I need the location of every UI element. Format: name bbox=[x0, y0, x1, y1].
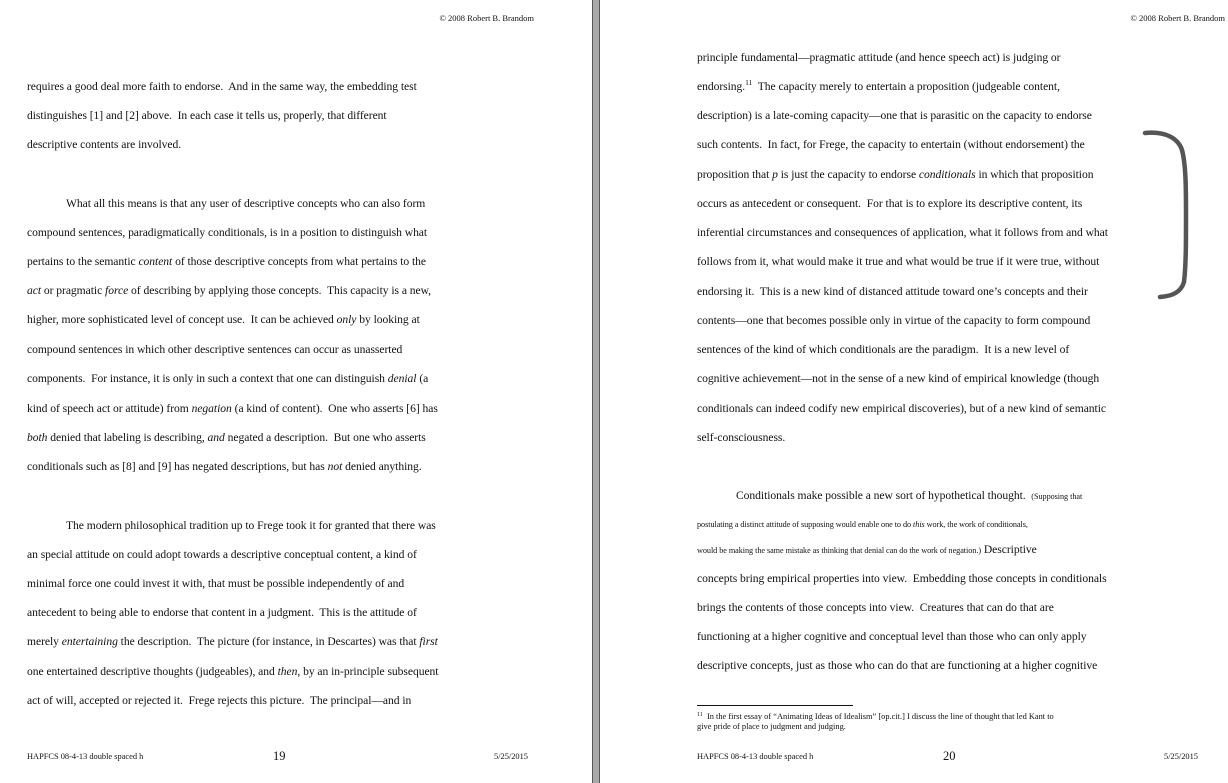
text-span: occurs as antecedent or consequent. For that is to explore its descriptive content, its bbox=[697, 197, 1083, 210]
text-span: Conditionals make possible a new sort of hypothetical thought. bbox=[736, 489, 1032, 502]
footnote-marker: 11 bbox=[697, 712, 703, 718]
text-span: of those descriptive concepts from what pertains to the bbox=[172, 255, 427, 268]
text-span: brings the contents of those concepts into view. Creatures that can do that are bbox=[697, 601, 1054, 614]
text-line bbox=[27, 255, 426, 269]
text-line bbox=[697, 197, 1082, 211]
text-line bbox=[27, 694, 411, 708]
text-span: act of will, accepted or rejected it. Frege rejects this picture. The principal—and in bbox=[27, 694, 412, 707]
text-span: sentences of the kind of which conditionals are the paradigm. It is a new level of bbox=[697, 343, 1070, 356]
text-line bbox=[697, 168, 1093, 182]
text-line bbox=[27, 372, 428, 386]
text-span: inferential circumstances and consequences of application, what it follows from and what bbox=[697, 226, 1108, 239]
copyright-header: © 2008 Robert B. Brandom bbox=[1130, 13, 1225, 23]
text-span: work, the work of conditionals, bbox=[924, 520, 1028, 529]
emphasis: not bbox=[327, 460, 343, 473]
text-line bbox=[697, 402, 1106, 416]
text-span: cognitive achievement—not in the sense of a new kind of empirical knowledge (though bbox=[697, 372, 1100, 385]
footnote-line-2: give pride of place to judgment and judging. bbox=[697, 722, 846, 731]
footer-filename: HAPFCS 08-4-13 double spaced h bbox=[697, 752, 814, 761]
text-span: kind of speech act or attitude) from bbox=[27, 402, 192, 415]
text-line bbox=[697, 285, 1088, 299]
page-number: 19 bbox=[273, 749, 286, 763]
text-line bbox=[27, 402, 438, 416]
text-line bbox=[697, 630, 1087, 644]
text-line bbox=[27, 635, 438, 649]
emphasis: content bbox=[138, 255, 173, 268]
text-span: conditionals can indeed codify new empirical discoveries), but of a new kind of semantic bbox=[697, 402, 1106, 415]
footer-date: 5/25/2015 bbox=[1164, 752, 1198, 761]
footnote-text: In the first essay of “Animating Ideas of Idealism” [op.cit.] I discuss the line of thought that led Kant to bbox=[702, 712, 1054, 721]
emphasis: denial bbox=[387, 372, 417, 385]
text-span: Descriptive bbox=[981, 543, 1037, 556]
text-line bbox=[27, 80, 417, 94]
text-span: description) is a late-coming capacity—one that is parasitic on the capacity to endorse bbox=[697, 109, 1092, 122]
text-span: principle fundamental—pragmatic attitude (and hence speech act) is judging or bbox=[697, 51, 1061, 64]
text-span: concepts bring empirical properties into view. Embedding those concepts in conditionals bbox=[697, 572, 1107, 585]
text-span: follows from it, what would make it true and what would be true if it were true, without bbox=[697, 255, 1100, 268]
emphasis: this bbox=[913, 520, 925, 529]
text-span: merely bbox=[27, 635, 62, 648]
text-span: antecedent to being able to endorse that content in a judgment. This is the attitude of bbox=[27, 606, 417, 619]
text-span: distinguishes [1] and [2] above. In each case it tells us, properly, that different bbox=[27, 109, 387, 122]
text-line bbox=[697, 659, 1097, 673]
text-span: components. For instance, it is only in such a context that one can distinguish bbox=[27, 372, 388, 385]
text-span: negated a description. But one who asserts bbox=[224, 431, 426, 444]
text-line bbox=[27, 226, 427, 240]
text-span: conditionals such as [8] and [9] has negated descriptions, but has bbox=[27, 460, 328, 473]
text-line bbox=[66, 197, 425, 211]
text-line bbox=[697, 601, 1054, 615]
text-line bbox=[27, 431, 426, 445]
text-line bbox=[697, 226, 1108, 240]
emphasis: entertaining bbox=[61, 635, 118, 648]
page-separator bbox=[592, 0, 600, 783]
text-line bbox=[697, 255, 1099, 269]
text-line bbox=[27, 577, 404, 591]
text-span: endorsing. bbox=[697, 80, 746, 93]
text-span: requires a good deal more faith to endorse. And in the same way, the embedding test bbox=[27, 80, 417, 93]
text-line bbox=[697, 431, 785, 445]
text-line bbox=[736, 489, 1082, 504]
text-line bbox=[697, 572, 1107, 586]
text-span: an special attitude on could adopt towards a descriptive conceptual content, a kind of bbox=[27, 548, 417, 561]
text-span: , by an in-principle subsequent bbox=[297, 665, 439, 678]
emphasis: act bbox=[27, 284, 42, 297]
text-span: descriptive contents are involved. bbox=[27, 138, 182, 151]
text-line bbox=[27, 343, 402, 357]
text-span: in which that proposition bbox=[975, 168, 1094, 181]
footer-date: 5/25/2015 bbox=[494, 752, 528, 761]
text-line bbox=[27, 665, 438, 679]
footnote-rule bbox=[697, 705, 853, 706]
emphasis: conditionals bbox=[918, 168, 976, 181]
text-span: is just the capacity to endorse bbox=[777, 168, 919, 181]
text-span: functioning at a higher cognitive and conceptual level than those who can only apply bbox=[697, 630, 1087, 643]
emphasis: only bbox=[336, 313, 357, 326]
text-span: the description. The picture (for instance, in Descartes) was that bbox=[117, 635, 420, 648]
text-line bbox=[697, 343, 1069, 357]
text-span: one entertained descriptive thoughts (judgeables), and bbox=[27, 665, 278, 678]
text-span: (Supposing that bbox=[1031, 492, 1083, 501]
text-line bbox=[27, 109, 387, 123]
text-line bbox=[697, 138, 1085, 152]
text-span: denied anything. bbox=[342, 460, 422, 473]
text-span: by looking at bbox=[356, 313, 420, 326]
text-line bbox=[27, 548, 417, 562]
text-line bbox=[697, 109, 1092, 123]
text-line bbox=[697, 517, 1028, 532]
page-19 bbox=[0, 0, 592, 783]
emphasis: both bbox=[27, 431, 48, 444]
footer-filename: HAPFCS 08-4-13 double spaced h bbox=[27, 752, 144, 761]
emphasis: negation bbox=[191, 402, 232, 415]
emphasis: then bbox=[277, 665, 298, 678]
text-span: (a bbox=[416, 372, 429, 385]
text-span: endorsing it. This is a new kind of distanced attitude toward one’s concepts and their bbox=[697, 285, 1088, 298]
text-span: pertains to the semantic bbox=[27, 255, 139, 268]
copyright-header: © 2008 Robert B. Brandom bbox=[439, 13, 534, 23]
text-span: The modern philosophical tradition up to Frege took it for granted that there was bbox=[66, 519, 436, 532]
text-span: proposition that bbox=[697, 168, 773, 181]
text-line bbox=[27, 606, 417, 620]
text-span: of describing by applying those concepts. This capacity is a new, bbox=[128, 284, 432, 297]
text-line bbox=[697, 80, 1060, 94]
text-line bbox=[27, 138, 181, 152]
page-20 bbox=[600, 0, 1228, 783]
text-line bbox=[697, 543, 1037, 558]
text-span: or pragmatic bbox=[41, 284, 106, 297]
text-line bbox=[697, 314, 1090, 328]
text-span: higher, more sophisticated level of concept use. It can be achieved bbox=[27, 313, 337, 326]
text-span: contents—one that becomes possible only in virtue of the capacity to form compound bbox=[697, 314, 1091, 327]
text-line bbox=[697, 51, 1060, 65]
text-span: postulating a distinct attitude of supposing would enable one to do bbox=[697, 520, 914, 529]
text-span: denied that labeling is describing, bbox=[47, 431, 208, 444]
text-line bbox=[27, 460, 422, 474]
footnote-reference[interactable]: 11 bbox=[745, 78, 753, 87]
text-span: (a kind of content). One who asserts [6] has bbox=[231, 402, 438, 415]
text-line bbox=[697, 372, 1099, 386]
emphasis: force bbox=[105, 284, 129, 297]
text-span: self-consciousness. bbox=[697, 431, 786, 444]
text-span: compound sentences in which other descriptive sentences can occur as unasserted bbox=[27, 343, 403, 356]
footnote-line-1 bbox=[697, 712, 1054, 722]
text-span: such contents. In fact, for Frege, the capacity to entertain (without endorsement) the bbox=[697, 138, 1085, 151]
emphasis: first bbox=[419, 635, 438, 648]
text-span: would be making the same mistake as thinking that denial can do the work of negation.) bbox=[697, 546, 982, 555]
text-span: minimal force one could invest it with, that must be possible independently of and bbox=[27, 577, 405, 590]
emphasis: and bbox=[207, 431, 225, 444]
bracket-stroke bbox=[1145, 133, 1186, 297]
emphasis: p bbox=[772, 168, 778, 181]
text-span: descriptive concepts, just as those who can do that are functioning at a higher cognitive bbox=[697, 659, 1098, 672]
text-span: compound sentences, paradigmatically conditionals, is in a position to distinguish what bbox=[27, 226, 428, 239]
text-span: What all this means is that any user of descriptive concepts who can also form bbox=[66, 197, 426, 210]
page-number: 20 bbox=[943, 749, 956, 763]
text-line bbox=[27, 284, 431, 298]
text-line bbox=[27, 313, 420, 327]
text-span: The capacity merely to entertain a proposition (judgeable content, bbox=[752, 80, 1060, 93]
text-line bbox=[66, 519, 436, 533]
